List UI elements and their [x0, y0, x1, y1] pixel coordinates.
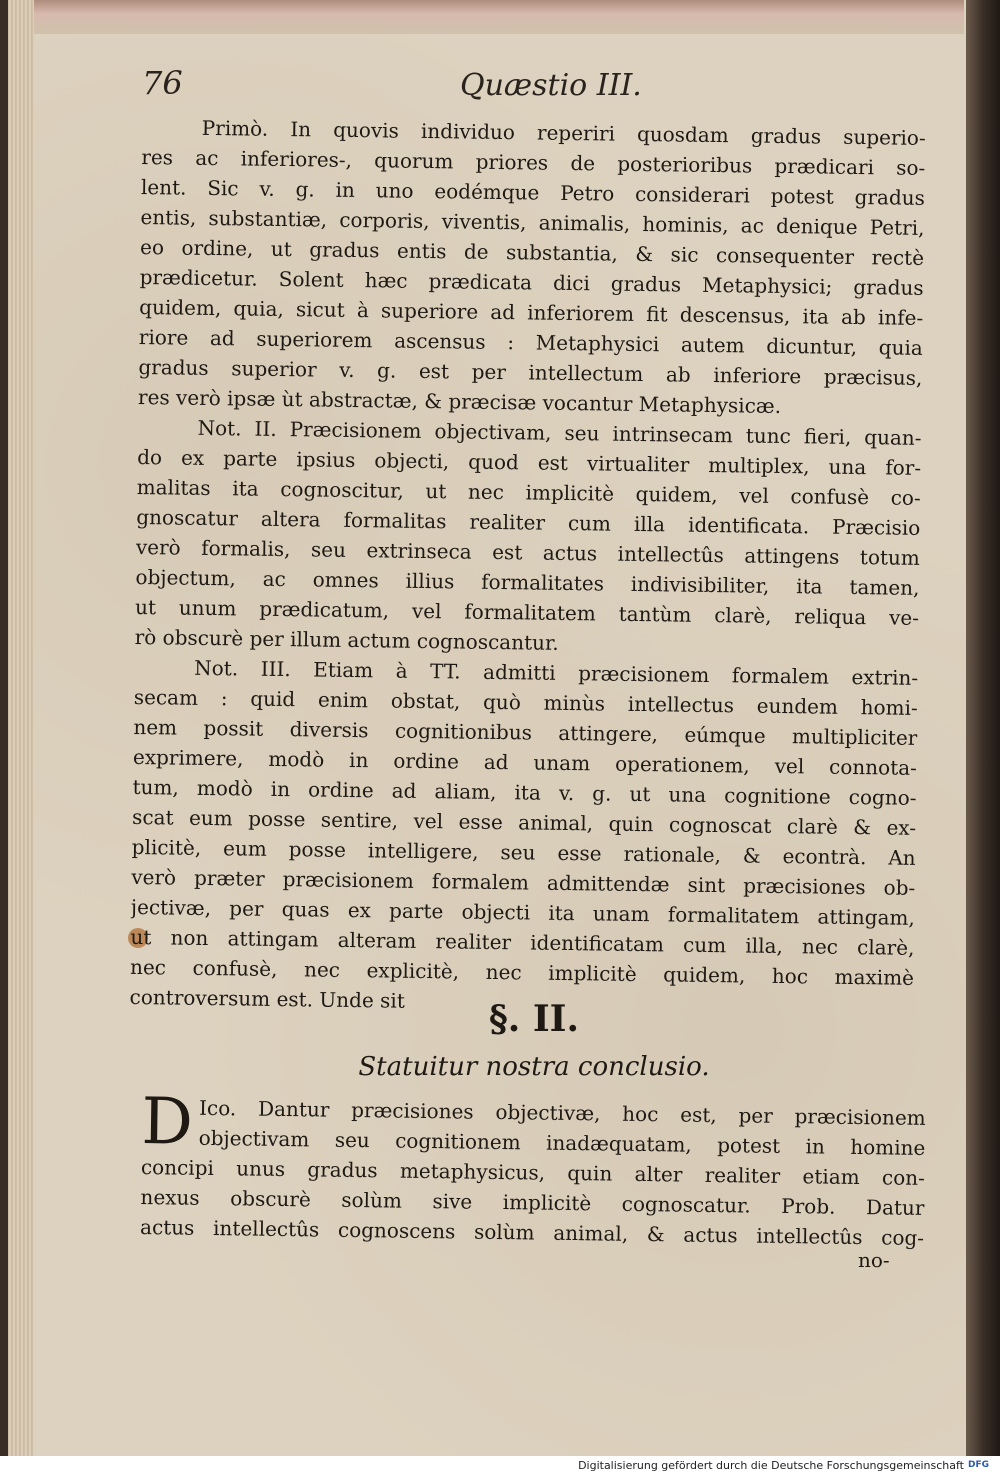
text-line: lent. Sic v. g. in uno eodémque Petro considerari potest gradus	[140, 174, 926, 210]
text-line: nem possit diversis cognitionibus attingere, eúmque multipliciter	[133, 714, 918, 750]
drop-capital: D	[141, 1085, 194, 1160]
text-line: nexus obscurè solùm sive implicitè cognoscatur. Prob. Datur	[140, 1184, 925, 1220]
text-line: objectum, ac omnes illius formalitates indivisibiliter, ita tamen,	[135, 564, 920, 600]
paragraph-not-ii	[134, 412, 921, 663]
text-line: verò præter præcisionem formalem admittendæ sint præcisiones ob-	[131, 864, 916, 900]
text-line: tum, modò in ordine ad aliam, ita v. g. ut una cognitione cogno-	[132, 774, 917, 810]
conclusion-text	[139, 1085, 926, 1253]
text-line: Ico. Dantur præcisiones objectivæ, hoc est, per præcisionem	[198, 1095, 926, 1130]
book-spine	[966, 0, 1000, 1456]
text-line: exprimere, modò in ordine ad unam operationem, vel connota-	[132, 744, 918, 780]
text-line: Not. III. Etiam à TT. admitti præcisionem formalem extrin-	[194, 655, 919, 690]
text-line: nec confusè, nec explicitè, nec implicitè quidem, hoc maximè	[129, 954, 915, 990]
text-line: secam : quid enim obstat, quò minùs intellectus eundem homi-	[133, 684, 918, 720]
page-number: 76	[142, 64, 183, 102]
digitization-footer	[0, 1456, 1000, 1478]
text-line: controversum est. Unde sit	[129, 984, 406, 1013]
text-line: res verò ipsæ ùt abstractæ, & præcisæ vocantur Metaphysicæ.	[137, 384, 782, 418]
text-line: jectivæ, per quas ex parte objecti ita unam formalitatem attingam,	[130, 894, 915, 930]
text-line: objectivam seu cognitionem inadæquatam, potest in homine	[198, 1125, 926, 1160]
main-text	[129, 112, 925, 1023]
text-line: actus intellectûs cognoscens solùm animal, & actus intellectûs cog-	[139, 1214, 925, 1250]
page-header	[142, 64, 922, 114]
dfg-logo-icon: DFG	[968, 1460, 990, 1470]
paragraph-primo	[138, 112, 926, 423]
catchword: no-	[858, 1248, 890, 1272]
text-line: malitas ita cognoscitur, ut nec implicitè quidem, vel confusè co-	[136, 474, 921, 510]
text-line: do ex parte ipsius objecti, quod est virtualiter multiplex, una for-	[137, 444, 922, 480]
footer-credit: Digitalisierung gefördert durch die Deutsche Forschungsgemeinschaft	[578, 1459, 964, 1472]
text-line: Primò. In quovis individuo reperiri quosdam gradus superio-	[201, 115, 926, 150]
text-line: scat eum posse sentire, vel esse animal, quin cognoscat clarè & ex-	[131, 804, 917, 840]
text-line: ut unum prædicatum, vel formalitatem tantùm clarè, reliqua ve-	[134, 594, 920, 630]
text-line: res ac inferiores-, quorum priores de posterioribus prædicari so-	[141, 144, 926, 180]
running-title: Quæstio III.	[460, 68, 642, 103]
section-heading: §. II.	[488, 998, 580, 1040]
text-line: plicitè, eum posse intelligere, seu esse rationale, & econtrà. An	[131, 834, 916, 870]
text-line: riore ad superiorem ascensus : Metaphysici autem dicuntur, quia	[138, 324, 923, 360]
text-line: gradus superior v. g. est per intellectum ab inferiore præcisus,	[138, 354, 923, 390]
text-line: quidem, quia, sicut à superiore ad inferiorem fit descensus, ita ab infe-	[139, 294, 924, 330]
text-line: ut non attingam alteram realiter identificatam cum illa, nec clarè,	[130, 924, 915, 960]
text-line: eo ordine, ut gradus entis de substantia, & sic consequenter rectè	[139, 234, 925, 270]
text-line: verò formalis, seu extrinseca est actus intellectûs attingens totum	[135, 534, 921, 570]
section-subtitle: Statuitur nostra conclusio.	[358, 1052, 710, 1082]
paragraph-not-iii	[129, 652, 918, 1023]
text-line: Not. II. Præcisionem objectivam, seu intrinsecam tunc fieri, quan-	[197, 415, 922, 450]
page-edges-top	[34, 0, 964, 35]
text-line: entis, substantiæ, corporis, viventis, animalis, hominis, ac denique Petri,	[140, 204, 925, 240]
text-line: rò obscurè per illum actum cognoscantur.	[134, 624, 559, 655]
text-line: concipi unus gradus metaphysicus, quin alter realiter etiam con-	[140, 1154, 926, 1190]
text-line: prædicetur. Solent hæc prædicata dici gradus Metaphysici; gradus	[139, 264, 924, 300]
page-edges-left	[8, 0, 35, 1456]
text-line: gnoscatur altera formalitas realiter cum illa identificata. Præcisio	[136, 504, 921, 540]
